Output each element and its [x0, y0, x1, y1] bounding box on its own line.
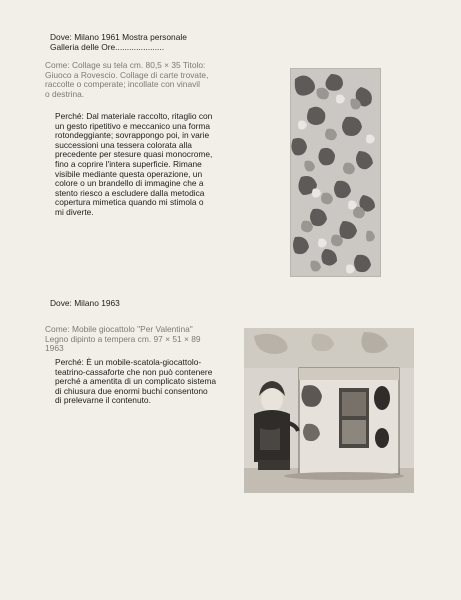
section1-perche: Perché: Dal materiale raccolto, ritaglio con un gesto ripetitivo e meccanico una forma rotondeggiante; sovrappongo poi, in varie successioni una tessera colorata alla precedente per stesure quasi monocrome, fino a coprire l'intera superficie. Rimane visibile mediante questa operazione, un colore o un brandello di immagine che a stento riesco a escludere dalla metodica copertura mimetica quando mi stimola o mi diverte. — [55, 111, 213, 217]
section2-dove: Dove: Milano 1963 — [50, 298, 120, 308]
section1-dove: Dove: Milano 1961 Mostra personale Galleria delle Ore..................... — [50, 32, 187, 52]
toy-cabinet-photo — [244, 328, 414, 493]
section2-come: Come: Mobile giocattolo "Per Valentina" Legno dipinto a tempera cm. 97 × 51 × 89 1963 — [45, 324, 201, 354]
section1-come: Come: Collage su tela cm. 80,5 × 35 Titolo: Giuoco a Rovescio. Collage di carte trovate, raccolte o comperate; incollate con vinavil o destrina. — [45, 60, 209, 99]
section2-perche: Perché: È un mobile-scatola-giocattolo- teatrino-cassaforte che non può contenere perché a amentita di un complicato sistema di chiusura due enormi buchi consentono di prelevarne il contenuto. — [55, 357, 217, 406]
collage-artwork-photo — [290, 68, 381, 277]
